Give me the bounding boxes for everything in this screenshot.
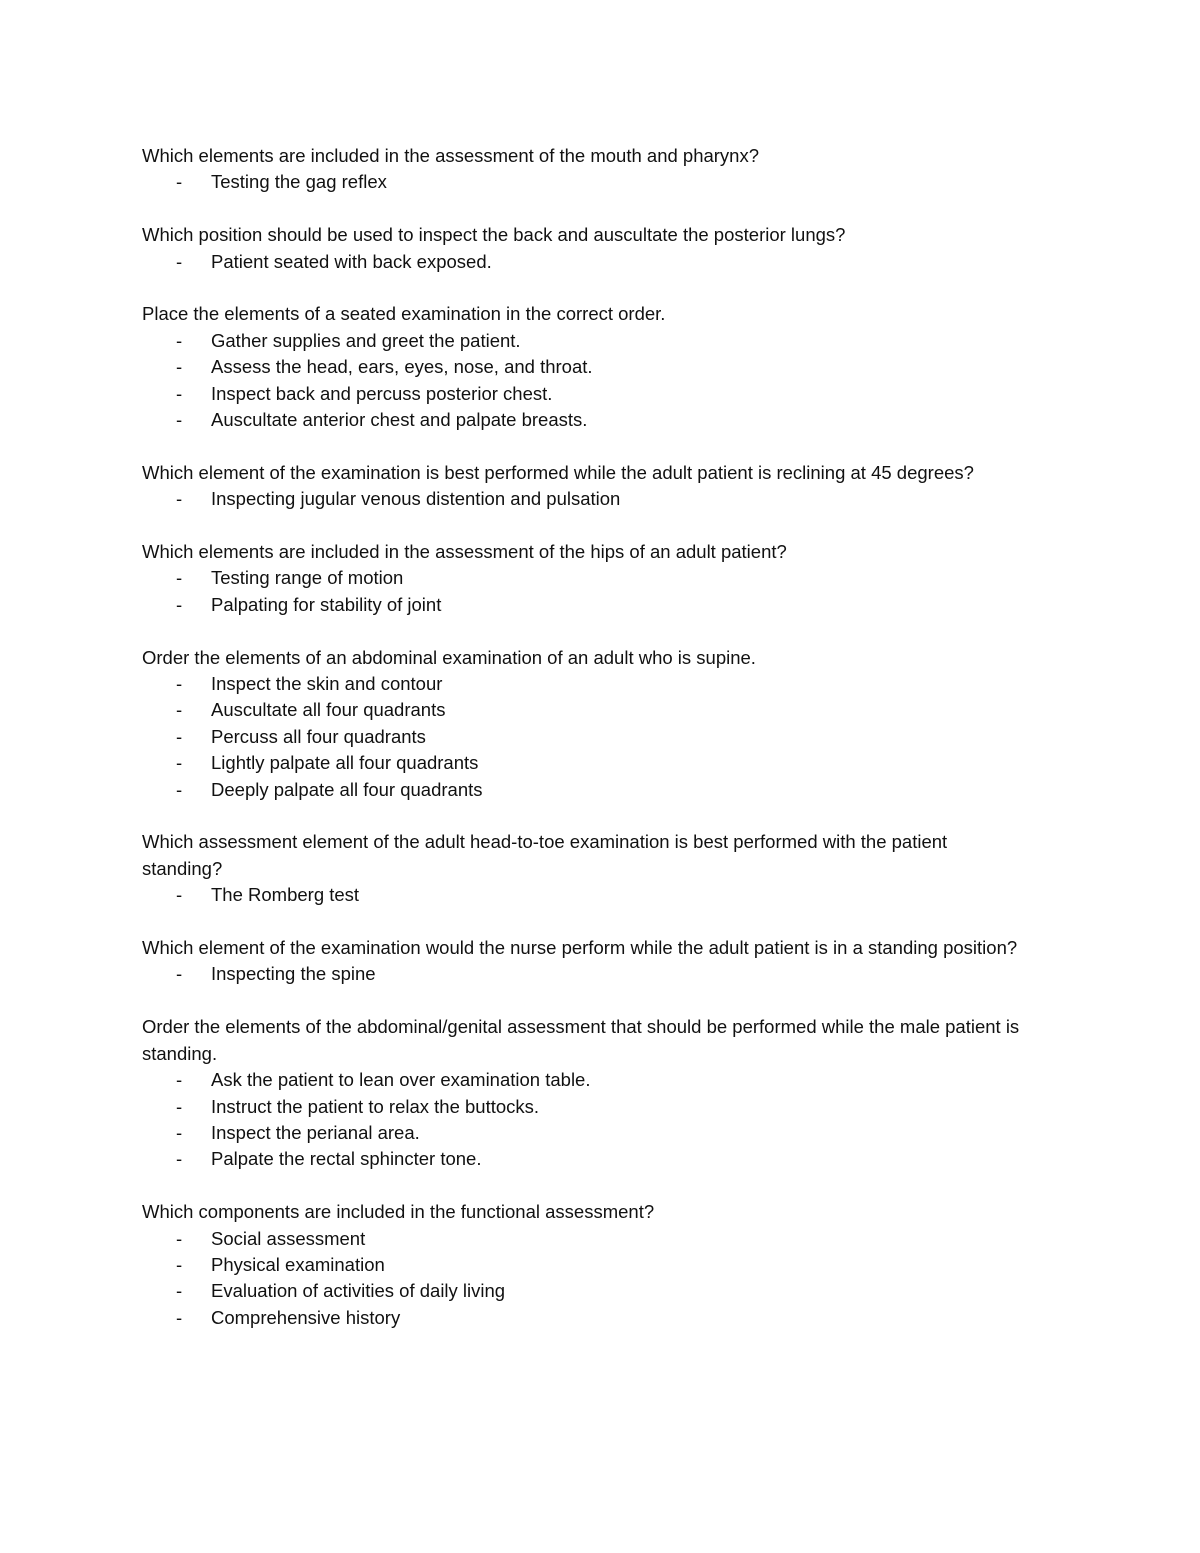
dash-bullet: - xyxy=(176,963,183,985)
dash-bullet: - xyxy=(176,567,183,589)
dash-bullet: - xyxy=(176,884,183,906)
answer-item xyxy=(142,1278,1042,1304)
answer-text: Assess the head, ears, eyes, nose, and throat. xyxy=(211,356,593,378)
answer-list xyxy=(142,249,1042,275)
answer-list xyxy=(142,169,1042,195)
answer-item xyxy=(142,1305,1042,1331)
question-text: Which position should be used to inspect the back and auscultate the posterior lungs? xyxy=(142,224,846,246)
answer-text: Testing range of motion xyxy=(211,567,404,589)
answer-item xyxy=(142,1120,1042,1146)
answer-text: Inspect the skin and contour xyxy=(211,673,443,695)
dash-bullet: - xyxy=(176,1121,183,1143)
question-text: Order the elements of an abdominal examination of an adult who is supine. xyxy=(142,646,756,668)
answer-list xyxy=(142,486,1042,512)
answer-item xyxy=(142,1252,1042,1278)
answer-item xyxy=(142,882,1042,908)
answer-list xyxy=(142,671,1042,803)
answer-item xyxy=(142,961,1042,987)
answer-list xyxy=(142,961,1042,987)
answer-text: Comprehensive history xyxy=(211,1306,401,1328)
dash-bullet: - xyxy=(176,778,183,800)
answer-text: Instruct the patient to relax the buttocks. xyxy=(211,1095,540,1117)
qa-block xyxy=(142,301,1042,433)
answer-item xyxy=(142,1094,1042,1120)
qa-block xyxy=(142,829,1042,908)
answer-text: Physical examination xyxy=(211,1253,385,1275)
answer-item xyxy=(142,671,1042,697)
dash-bullet: - xyxy=(176,593,183,615)
answer-item xyxy=(142,169,1042,195)
dash-bullet: - xyxy=(176,1253,183,1275)
dash-bullet: - xyxy=(176,171,183,193)
answer-text: Social assessment xyxy=(211,1227,366,1249)
answer-item xyxy=(142,724,1042,750)
dash-bullet: - xyxy=(176,1306,183,1328)
dash-bullet: - xyxy=(176,356,183,378)
answer-list xyxy=(142,1226,1042,1332)
dash-bullet: - xyxy=(176,329,183,351)
dash-bullet: - xyxy=(176,752,183,774)
answer-text: Gather supplies and greet the patient. xyxy=(211,329,521,351)
dash-bullet: - xyxy=(176,725,183,747)
dash-bullet: - xyxy=(176,409,183,431)
answer-list xyxy=(142,882,1042,908)
answer-list xyxy=(142,1067,1042,1173)
qa-block xyxy=(142,1014,1042,1172)
dash-bullet: - xyxy=(176,488,183,510)
answer-text: Percuss all four quadrants xyxy=(211,725,426,747)
answer-text: Ask the patient to lean over examination table. xyxy=(211,1069,591,1091)
qa-block xyxy=(142,143,1042,196)
answer-text: Testing the gag reflex xyxy=(211,171,387,193)
answer-text: Palpating for stability of joint xyxy=(211,593,442,615)
answer-text: Auscultate all four quadrants xyxy=(211,699,446,721)
answer-text: Auscultate anterior chest and palpate breasts. xyxy=(211,409,588,431)
qa-block xyxy=(142,539,1042,618)
answer-text: Inspecting jugular venous distention and pulsation xyxy=(211,488,621,510)
dash-bullet: - xyxy=(176,250,183,272)
answer-text: Deeply palpate all four quadrants xyxy=(211,778,483,800)
answer-text: Evaluation of activities of daily living xyxy=(211,1280,506,1302)
answer-item xyxy=(142,1226,1042,1252)
dash-bullet: - xyxy=(176,673,183,695)
answer-item xyxy=(142,592,1042,618)
dash-bullet: - xyxy=(176,1227,183,1249)
answer-item xyxy=(142,697,1042,723)
answer-item xyxy=(142,777,1042,803)
answer-text: Inspecting the spine xyxy=(211,963,376,985)
answer-text: Lightly palpate all four quadrants xyxy=(211,752,479,774)
answer-item xyxy=(142,328,1042,354)
qa-block xyxy=(142,935,1042,988)
document-body xyxy=(142,143,1042,1358)
question-text: Which components are included in the functional assessment? xyxy=(142,1201,655,1223)
answer-text: Inspect back and percuss posterior chest. xyxy=(211,382,553,404)
question-text: Which elements are included in the assessment of the hips of an adult patient? xyxy=(142,541,787,563)
answer-item xyxy=(142,354,1042,380)
question-text: Which elements are included in the assessment of the mouth and pharynx? xyxy=(142,145,760,166)
answer-list xyxy=(142,565,1042,618)
answer-item xyxy=(142,1146,1042,1172)
answer-item xyxy=(142,381,1042,407)
question-text: Order the elements of the abdominal/genital assessment that should be performed while the male patient is standing. xyxy=(142,1016,1020,1064)
answer-item xyxy=(142,486,1042,512)
answer-item xyxy=(142,407,1042,433)
dash-bullet: - xyxy=(176,1095,183,1117)
answer-list xyxy=(142,328,1042,434)
answer-text: Palpate the rectal sphincter tone. xyxy=(211,1148,482,1170)
answer-text: The Romberg test xyxy=(211,884,360,906)
qa-block xyxy=(142,460,1042,513)
answer-item xyxy=(142,750,1042,776)
dash-bullet: - xyxy=(176,1280,183,1302)
answer-text: Patient seated with back exposed. xyxy=(211,250,492,272)
question-text: Which element of the examination would the nurse perform while the adult patient is in a standing position? xyxy=(142,937,1018,959)
dash-bullet: - xyxy=(176,1069,183,1091)
answer-text: Inspect the perianal area. xyxy=(211,1121,420,1143)
qa-block xyxy=(142,222,1042,275)
question-text: Which assessment element of the adult head-to-toe examination is best performed with the patient standing? xyxy=(142,831,948,879)
answer-item xyxy=(142,1067,1042,1093)
question-text: Place the elements of a seated examination in the correct order. xyxy=(142,303,666,325)
dash-bullet: - xyxy=(176,382,183,404)
dash-bullet: - xyxy=(176,699,183,721)
answer-item xyxy=(142,249,1042,275)
question-text: Which element of the examination is best performed while the adult patient is reclining at 45 degrees? xyxy=(142,461,974,483)
qa-block xyxy=(142,1199,1042,1331)
dash-bullet: - xyxy=(176,1148,183,1170)
answer-item xyxy=(142,565,1042,591)
qa-block xyxy=(142,645,1042,803)
